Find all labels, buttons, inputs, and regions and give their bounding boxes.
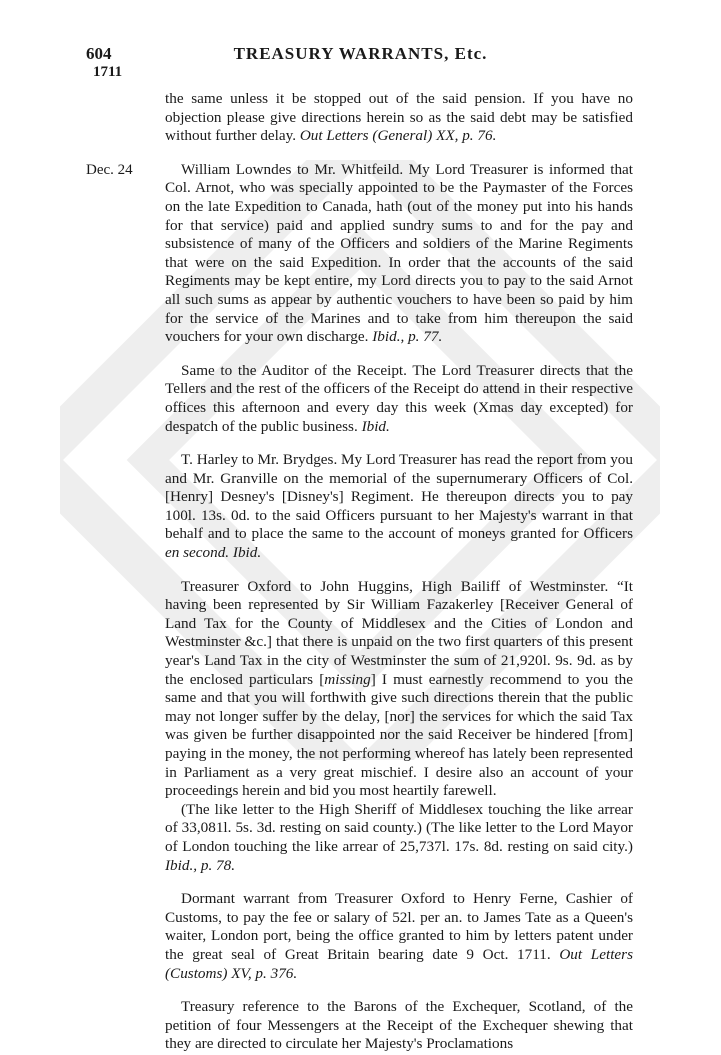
paragraph-5 [165,801,633,875]
paragraph-italic: en second. [165,544,230,562]
paragraph-text-continued: ] I must earnestly recommend to you the same and that you will forthwith give such directions therein that the public may not longer suffer by the delay, [nor] the services for which the said Tax was given be further disappointed nor the said Receiver be hindered [from] paying in the money, the not performing whereof has lately been represented in Parliament as a very great mischief. I desire also an account of your proceedings herein and bid you most heartily farewell. [165,670,634,800]
paragraph-text: Same to the Auditor of the Receipt. The Lord Treasurer directs that the Tellers and the rest of the officers of the Receipt do attend in their respective offices this afternoon and every day this week (Xmas day excepted) for despatch of the public business. [165,361,633,435]
paragraph-7 [165,998,633,1054]
paragraph-1 [86,160,633,347]
paragraph-reference: Out Letters (Customs) XV, p. 376. [165,945,633,982]
document-body [86,90,634,1054]
paragraph-reference: Out Letters (General) XX, p. 76. [299,127,497,145]
paragraph-text: (The like letter to the High Sheriff of Middlesex touching the like arrear of 33,081l. 5s. 3d. resting on said county.) (The like letter to the Lord Mayor of London touching the like arrear of 25,737l. 17s. 8d. resting on said city.) [165,800,633,855]
margin-date: Dec. 24 [86,161,133,178]
running-title: TREASURY WARRANTS, Etc. [233,44,488,63]
paragraph-text: the same unless it be stopped out of the said pension. If you have no objection please give directions herein so as the said debt may be satisfied without further delay. [165,90,633,145]
paragraph-text: Dormant warrant from Treasurer Oxford to Henry Ferne, Cashier of Customs, to pay the fee or salary of 52l. per an. to James Tate as a Queen's waiter, London port, being the office granted to him by letters patent under the great seal of Great Britain bearing date 9 Oct. 1711. [165,890,633,963]
paragraph-text: T. Harley to Mr. Brydges. My Lord Treasurer has read the report from you and Mr. Granville on the memorial of the supernumerary Officers of Col. [Henry] Desney's [Disney's] Regiment. He thereupon directs you to pay 100l. 13s. 0d. to the said Officers pursuant to her Majesty's warrant in that behalf and to place the same to the account of moneys granted for Officers [165,451,633,543]
paragraph-0 [165,90,633,146]
paragraph-3 [165,451,633,563]
missing-note: missing [324,670,371,688]
page-header [0,44,721,94]
paragraph-reference: Ibid. [229,544,262,562]
page-number: 604 [86,44,112,63]
paragraph-6 [165,890,633,983]
paragraph-reference: Ibid. [361,417,390,435]
paragraph-4 [165,578,633,801]
paragraph-2 [165,362,633,436]
paragraph-reference: Ibid., p. 78. [165,856,236,874]
paragraph-text: Treasurer Oxford to John Huggins, High Bailiff of Westminster. “It having been represented by Sir William Fazakerley [Receiver General of Land Tax for the County of Middlesex and the Cities of London and Westminster &c.] that there is unpaid on the two first quarters of this present year's Land Tax in the city of Westminster the sum of 21,920l. 9s. 9d. as by the enclosed particulars [ [165,577,633,688]
header-year: 1711 [93,64,123,80]
paragraph-reference: Ibid., p. 77. [372,328,443,346]
paragraph-text: William Lowndes to Mr. Whitfeild. My Lord Treasurer is informed that Col. Arnot, who was specially appointed to be the Paymaster of the Forces on the late Expedition to Canada, hath (out of the money put into his hands for that service) paid and applied sundry sums to and for the pay and subsistence of many of the Officers and soldiers of the Marine Regiments that were on the said Expedition. In order that the accounts of the said Regiments may be kept entire, my Lord directs you to pay to the said Arnot all such sums as appear by authentic vouchers to have been so paid by him for the service of the Marines and to take from him thereupon the said vouchers for your own discharge. [165,160,633,346]
paragraph-text: Treasury reference to the Barons of the Exchequer, Scotland, of the petition of four Messengers at the Receipt of the Exchequer shewing that they are directed to circulate her Majesty's Proclamations [165,998,633,1053]
